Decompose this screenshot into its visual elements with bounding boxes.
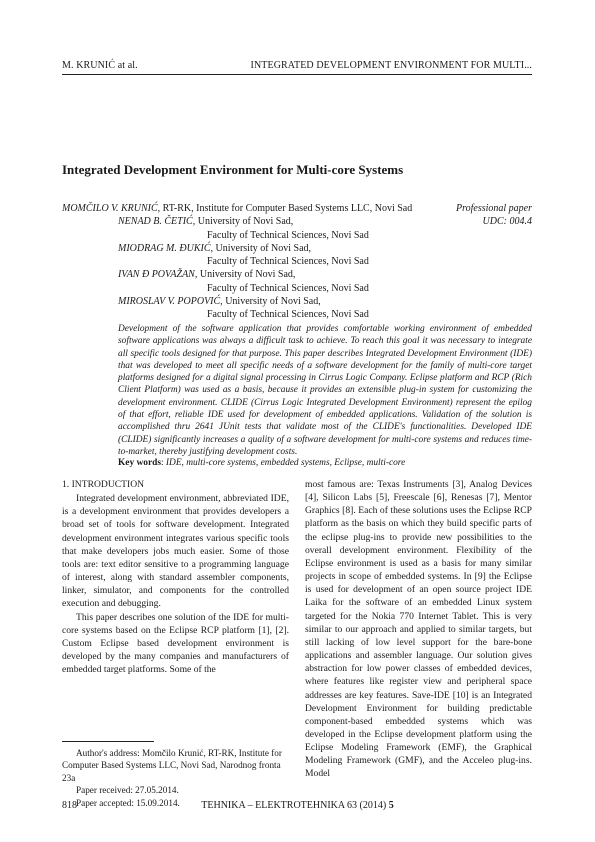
- author-affiliation: RT-RK, Institute for Computer Based Systems LLC, Novi Sad: [160, 203, 413, 214]
- header-rule: [62, 74, 532, 75]
- abstract: Development of the software application that provides comfortable working environment of embedded software applications was always a difficult task to achieve. To reach this goal it was necessary to integrate all specific tools designed for that purpose. This paper describes Integrated Development Environment (IDE) that was developed to meet all specific needs of a software development for the family of multi-core target platforms designed for a digital signal processing in Cirrus Logic Company. Eclipse platform and RCP (Rich Client Platform) was used as a basis, because it provides an extensible plug-in system for customizing the development environment. CLIDE (Cirrus Logic Integrated Development Environment) represent the epilog of that effort, reliable IDE used for development of embedded applications. Validation of the solution is accomplished thru 2641 JUnit tests that validate most of the CLIDE's functionalities. Developed IDE (CLIDE) significantly increases a quality of a software development for multi-core systems and reduces time-to-market, thereby justifying development costs.: [118, 324, 532, 457]
- journal-name: TEHNIKA – ELEKTROTEHNIKA 63 (2014): [201, 800, 389, 811]
- body-column-left: [62, 478, 289, 676]
- author-affiliation: Faculty of Technical Sciences, Novi Sad: [207, 229, 369, 241]
- section-heading: 1. INTRODUCTION: [62, 479, 145, 490]
- footnote-address: Author's address: Momčilo Krunić, RT-RK, Institute for Computer Based Systems LLC, Novi Sad, Narodnog fronta 23a: [62, 748, 282, 783]
- author-line: [62, 202, 442, 215]
- author-line: [62, 295, 442, 308]
- author-name: IVAN Đ POVAŽAN,: [118, 269, 198, 281]
- running-header-authors: M. KRUNIĆ at al.: [62, 60, 138, 71]
- keywords-separator: :: [160, 458, 166, 468]
- author-name: MIODRAG M. ĐUKIĆ,: [118, 242, 213, 254]
- author-line: [62, 242, 442, 255]
- footnote-received: Paper received: 27.05.2014.: [76, 785, 179, 796]
- footnote-accepted: Paper accepted: 15.09.2014.: [76, 797, 180, 808]
- author-affiliation: Faculty of Technical Sciences, Novi Sad: [207, 309, 369, 321]
- author-affiliation: Faculty of Technical Sciences, Novi Sad: [207, 256, 369, 268]
- author-line: [62, 282, 442, 295]
- body-paragraph: most famous are: Texas Instruments [3], Analog Devices [4], Silicon Labs [5], Freescale [6], Renesas [7], Mentor Graphics [8]. Each of these solutions uses the Eclipse RCP platform as the basis on which they build specific parts of the eclipse plug-ins to provide new possibilities to the overall development environment. Flexibility of the Eclipse environment is used as a basis for many similar projects in scope of embedded systems. In [9] the Eclipse is used for development of an open source project IDE Laika for the software of an embedded Linux system targeted for the Nokia 770 Internet Tablet. This is very similar to our approach and applied to similar targets, but still lacking of low level support for the bare-bone applications and assembler language. Our solution gives abstraction for low power classes of embedded devices, where features like register view and peripheral space addresses are key features. Save-IDE [10] is an Integrated Development Environment for building predictable component-based embedded systems which was developed in the Eclipse development platform using the Eclipse Modeling Framework (EMF), the Graphical Modeling Framework (GMF), and the Acceleo plug-ins. Model: [305, 479, 532, 780]
- page-number: 818: [62, 800, 77, 811]
- author-name: MOMČILO V. KRUNIĆ,: [62, 203, 161, 214]
- author-affiliation: University of Novi Sad,: [213, 242, 312, 254]
- author-line: [62, 215, 442, 228]
- author-affiliation: Faculty of Technical Sciences, Novi Sad: [207, 282, 369, 294]
- running-header-title: INTEGRATED DEVELOPMENT ENVIRONMENT FOR MULTI...: [250, 60, 532, 71]
- paper-title: Integrated Development Environment for Multi-core Systems: [62, 162, 404, 177]
- body-paragraph: Integrated development environment, abbreviated IDE, is a development environment that provides developers a broad set of tools for software development. Integrated development environment integrates various specific tools that make developers jobs much easier. Some of those tools are: text editor sensitive to a programming language of interest, along with standard assembler components, linker, simulator, and components for the controlled execution and debugging.: [62, 493, 289, 610]
- paper-classification: [456, 202, 532, 229]
- author-list: [62, 202, 442, 322]
- udc-code: UDC: 004.4: [482, 216, 532, 228]
- paper-type: Professional paper: [455, 203, 532, 214]
- author-line: [62, 308, 442, 321]
- author-affiliation: University of Novi Sad,: [222, 296, 321, 308]
- body-paragraph: This paper describes one solution of the IDE for multi-core systems based on the Eclipse RCP platform [1], [2]. Custom Eclipse based development environment is developed by the many companies and manufacturers of embedded target platforms. Some of the: [62, 611, 289, 676]
- keywords: [118, 457, 532, 469]
- keywords-label: Key words: [118, 458, 161, 468]
- journal-footer: [190, 800, 405, 811]
- author-line: [62, 268, 442, 281]
- body-column-right: [305, 478, 532, 781]
- author-line: [62, 255, 442, 268]
- keywords-value: IDE, multi-core systems, embedded systems, Eclipse, multi-core: [165, 458, 406, 468]
- author-name: MIROSLAV V. POPOVIĆ,: [118, 296, 223, 308]
- journal-issue: 5: [388, 800, 394, 811]
- author-name: NENAD B. ČETIĆ,: [118, 216, 196, 228]
- author-affiliation: University of Novi Sad,: [197, 269, 296, 281]
- author-line: [62, 229, 442, 242]
- footnote-rule: [62, 741, 154, 742]
- author-affiliation: University of Novi Sad,: [195, 216, 294, 228]
